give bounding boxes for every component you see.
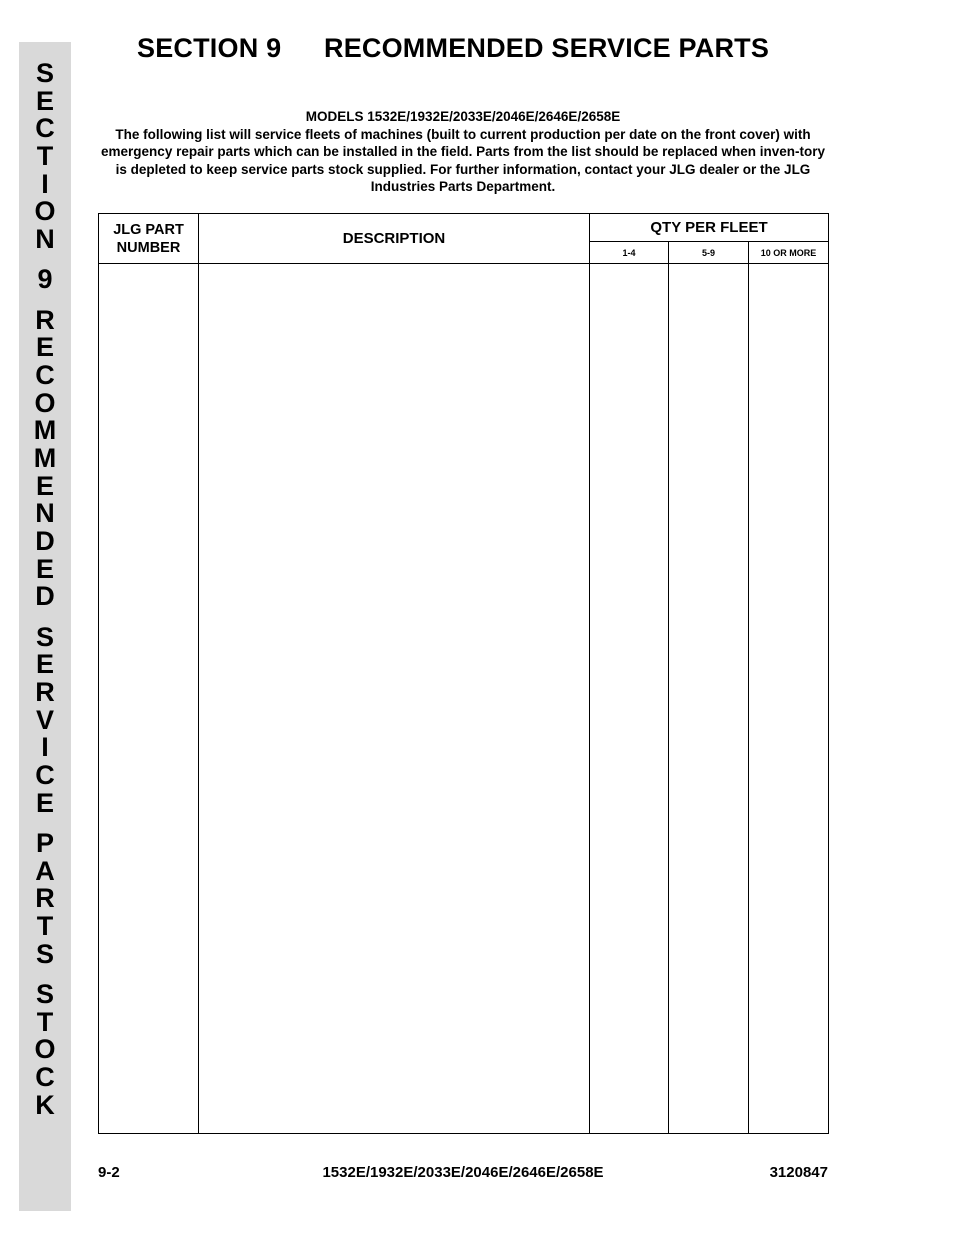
header-qty-per-fleet: QTY PER FLEET [590,214,829,242]
side-tab-letter: K [35,1089,55,1120]
side-tab-letter: M [33,415,57,446]
side-tab-letter: C [35,359,55,390]
service-parts-table [98,213,829,1134]
cell-part-number [99,264,199,1134]
page-title [137,33,769,64]
section-number: SECTION 9 [137,33,282,63]
side-tab-letter: C [35,113,55,144]
header-qty-5-9: 5-9 [669,242,749,264]
cell-qty-10-or-more [749,264,829,1134]
section-title: RECOMMENDED SERVICE PARTS [324,33,770,63]
side-tab-letter: T [36,1006,54,1037]
side-tab-letter: S [35,938,54,969]
side-tab-letter: D [35,526,55,556]
side-tab-letter: V [35,704,54,735]
header-qty-1-4: 1-4 [590,242,669,264]
intro-paragraph: The following list will service fleets of machines (built to current production per date on the front cover) with emergency repair parts which can be installed in the field. Parts from the list should be replaced when inven-tory is depleted to keep service parts stock supplied. For further information, contact your JLG dealer or the JLG Industries Parts Department. [101,126,825,195]
footer-doc-number: 3120847 [769,1164,828,1181]
side-tab-letter: M [33,442,57,473]
section-side-tab [19,42,71,1211]
side-tab-letter: R [35,676,55,707]
header-part-number: JLG PART NUMBER [99,214,199,264]
side-tab-letter: R [35,304,55,335]
side-tab-letter: P [35,827,54,858]
header-description: DESCRIPTION [199,214,590,264]
cell-qty-1-4 [590,264,669,1134]
side-tab-letter: N [35,498,55,529]
side-tab-letter: E [35,332,54,363]
intro-block [98,108,828,196]
side-tab-letter: S [35,978,54,1009]
footer-page-number: 9-2 [98,1164,120,1181]
side-tab-letter: T [36,141,54,172]
cell-description [199,264,590,1134]
side-tab-letter: E [35,470,54,501]
side-tab-letter: A [35,855,55,886]
side-tab-letter: E [35,649,54,680]
side-tab-letter: I [41,732,49,763]
side-tab-letter: O [34,387,56,418]
side-tab-letter: E [35,85,54,116]
side-tab-letter: R [35,883,55,914]
models-line: MODELS 1532E/1932E/2033E/2046E/2646E/2658E [305,109,621,124]
table-body-row [99,264,829,1134]
side-tab-letter: N [35,224,55,255]
side-tab-letter: T [36,910,54,941]
side-tab-letter: D [35,581,55,612]
side-tab-letter: E [35,553,54,584]
side-tab-letter: S [35,58,54,88]
side-tab-letter: O [34,196,56,227]
side-tab-letter: E [35,787,54,818]
side-tab-letter: C [35,760,55,790]
side-tab-letter: C [35,1061,55,1092]
header-qty-10-or-more: 10 OR MORE [749,242,829,264]
side-tab-letter: I [41,168,49,199]
side-tab-letter: S [35,621,54,652]
side-tab-letter: O [34,1034,56,1065]
side-tab-letter: 9 [37,264,53,295]
cell-qty-5-9 [669,264,749,1134]
footer-models: 1532E/1932E/2033E/2046E/2646E/2658E [322,1164,604,1181]
side-tab-letters [19,60,71,1119]
